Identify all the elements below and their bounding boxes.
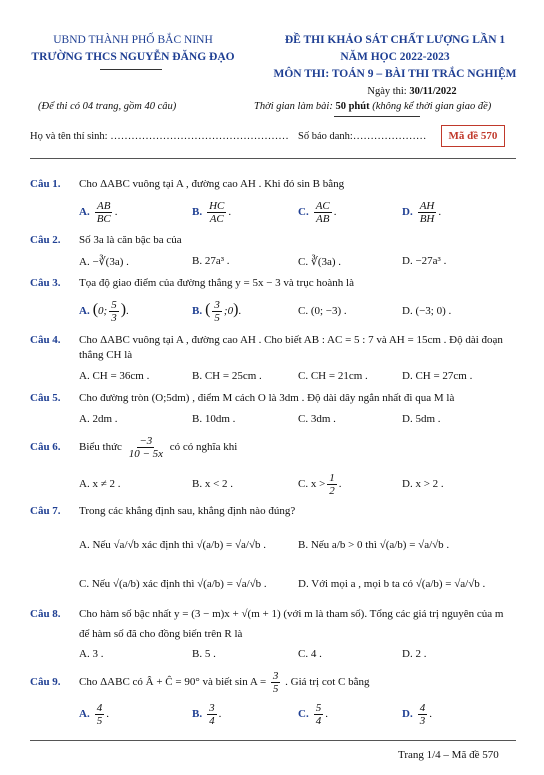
question-8-option-d: D. 2 . [402, 648, 427, 660]
duration-value: 50 phút [335, 101, 370, 112]
option-letter: B. [192, 206, 203, 219]
question-6-option-d: D. x > 2 . [402, 478, 444, 490]
frac-den: 4 [209, 715, 215, 727]
question-7-option-a: A. Nếu √a/√b xác định thì √(a/b) = √a/√b . [79, 539, 266, 551]
question-5-option-c: C. 3dm . [298, 413, 336, 425]
question-7-option-b: B. Nếu a/b > 0 thì √(a/b) = √a/√b . [298, 539, 450, 551]
question-3-option-c: C. (0; −3) . [298, 305, 347, 317]
frac-num: 4 [419, 702, 426, 714]
frac-num: HC [209, 200, 225, 212]
question-8-option-b: B. 5 . [192, 648, 216, 660]
question-7-text: Trong các khẳng định sau, khẳng định nào đúng? [79, 505, 296, 517]
question-6-text-after: có có nghĩa khi [169, 441, 238, 454]
question-4-option-d: D. CH = 27cm . [402, 370, 473, 382]
question-8-option-c: C. 4 . [298, 648, 322, 660]
question-6-text-before: Biểu thức [79, 441, 122, 454]
option-letter: A. [79, 206, 90, 219]
frac-num: 3 [209, 702, 215, 714]
question-3-option-d: D. (−3; 0) . [402, 305, 452, 317]
option-letter: D. [402, 206, 413, 219]
student-id-field: Số báo danh:………………… [298, 131, 427, 142]
question-9-option-c: C. $\frac{5}{4}$ . [298, 702, 328, 727]
question-2-label: Câu 2. [30, 234, 61, 246]
question-9-text-after: . Giá trị cot C bằng [285, 676, 370, 689]
question-3-text: Tọa độ giao điểm của đường thẳng y = 5x − 3 và trục hoành là [79, 277, 354, 289]
frac-num: 5 [315, 702, 322, 714]
question-3-option-b: B. ( $\frac{3}{5}$ ;0). [192, 299, 242, 324]
question-4-text-cont: thẳng CH là [79, 349, 133, 361]
subject-title: MÔN THI: TOÁN 9 – BÀI THI TRẮC NGHIỆM [273, 68, 517, 80]
option-letter: B. [192, 708, 203, 721]
footer-rule [30, 740, 516, 741]
question-2-text: Số 3a là căn bậc ba của [79, 234, 182, 246]
question-1-text: Cho ΔABC vuông tại A , đường cao AH . Khi đó sin B bằng [79, 178, 345, 190]
frac-num: −3 [139, 435, 153, 447]
question-6-option-b: B. x < 2 . [192, 478, 234, 490]
question-8-label: Câu 8. [30, 608, 61, 620]
page-count-note: (Để thi có 04 trang, gồm 40 câu) [38, 101, 177, 112]
frac-den: 5 [96, 715, 103, 727]
frac-den: 5 [272, 683, 279, 695]
option-letter: B. [192, 305, 203, 318]
question-6-option-a: A. x ≠ 2 . [79, 478, 121, 490]
question-5-option-b: B. 10dm . [192, 413, 236, 425]
question-9-label: Câu 9. [30, 676, 61, 688]
frac-num: 4 [96, 702, 103, 714]
exam-title: ĐỀ THI KHẢO SÁT CHẤT LƯỢNG LẦN 1 [284, 34, 506, 46]
student-name-field: Họ và tên thí sinh: …………………………………………… [30, 131, 289, 142]
question-5-option-d: D. 5dm . [402, 413, 441, 425]
frac-num: AB [97, 200, 111, 212]
question-9-text [79, 670, 369, 695]
question-1-option-c: C. $\frac{AC}{AB}$ . [298, 200, 337, 225]
question-6-label: Câu 6. [30, 441, 61, 453]
question-1-option-d: D. $\frac{AH}{BH}$ . [402, 200, 442, 225]
frac-den: AC [209, 213, 224, 225]
exam-code-box [441, 125, 505, 147]
question-3-option-a: A. (0; $\frac{5}{3}$ ). [79, 299, 129, 324]
question-3-label: Câu 3. [30, 277, 61, 289]
question-8-text: Cho hàm số bậc nhất y = (3 − m)x + √(m + 1) (với m là tham số). Tổng các giá trị nguyên của m [79, 608, 504, 620]
frac-den: BH [419, 213, 435, 225]
question-4-option-b: B. CH = 25cm . [192, 370, 262, 382]
header-divider-right [334, 116, 420, 117]
frac-den: 3 [419, 715, 426, 727]
option-letter: C. [298, 206, 309, 219]
option-letter: D. [402, 708, 413, 721]
question-1-label: Câu 1. [30, 178, 61, 190]
duration-note: (không kể thời gian giao đề) [369, 101, 492, 112]
question-9-option-b: B. $\frac{3}{4}$ . [192, 702, 222, 727]
question-5-text: Cho đường tròn (O;5dm) , điểm M cách O là 3dm . Độ dài dây ngắn nhất đi qua M là [79, 392, 455, 404]
header-department: UBND THÀNH PHỐ BẮC NINH [53, 34, 213, 46]
question-5-label: Câu 5. [30, 392, 61, 404]
question-7-label: Câu 7. [30, 505, 61, 517]
question-2-option-d: D. −27a³ . [402, 255, 447, 267]
question-2-option-c: C. ∛(3a) . [298, 256, 342, 268]
frac-den: AB [316, 213, 330, 225]
question-4-option-a: A. CH = 36cm . [79, 370, 150, 382]
frac-num: AH [419, 200, 435, 212]
question-6-text [79, 435, 237, 460]
question-1-option-b: B. $\frac{HC}{AC}$ . [192, 200, 232, 225]
page-footer: Trang 1/4 – Mã đề 570 [398, 749, 499, 761]
frac-num: AC [315, 200, 330, 212]
frac-den: 4 [315, 715, 322, 727]
header-rule [30, 158, 516, 159]
question-6-option-c: C. x > $\frac{1}{2}$ . [298, 472, 342, 497]
question-4-text: Cho ΔABC vuông tại A , đường cao AH . Cho biết AB : AC = 5 : 7 và AH = 15cm . Độ dài đoạn [79, 334, 503, 346]
question-2-option-b: B. 27a³ . [192, 255, 230, 267]
exam-date-value: 30/11/2022 [409, 86, 457, 97]
frac-den: 10 − 5x [128, 448, 163, 460]
question-8-option-a: A. 3 . [79, 648, 104, 660]
duration-label: Thời gian làm bài: [254, 101, 336, 112]
question-9-option-a: A. $\frac{4}{5}$ . [79, 702, 109, 727]
option-text: C. x > [298, 478, 326, 491]
question-4-option-c: C. CH = 21cm . [298, 370, 368, 382]
exam-code: Mã đề 570 [448, 130, 498, 142]
exam-date [312, 86, 512, 97]
header-divider-left [100, 69, 162, 70]
question-7-option-d: D. Với mọi a , mọi b ta có √(a/b) = √a/√b . [298, 578, 486, 590]
question-5-option-a: A. 2dm . [79, 413, 118, 425]
question-9-text-before: Cho ΔABC có Â + Ĉ = 90° và biết sin A = [79, 676, 267, 689]
frac-num: 3 [272, 670, 279, 682]
school-year: NĂM HỌC 2022-2023 [340, 51, 450, 63]
option-letter: A. [79, 305, 90, 318]
question-7-option-c: C. Nếu √(a/b) xác định thì √(a/b) = √a/√b . [79, 578, 267, 590]
header-school: TRƯỜNG THCS NGUYỄN ĐĂNG ĐẠO [31, 51, 235, 63]
question-2-option-a: A. −∛(3a) . [79, 256, 129, 268]
question-1-option-a: A. $\frac{AB}{BC}$ . [79, 200, 118, 225]
question-9-option-d: D. $\frac{4}{3}$ . [402, 702, 432, 727]
question-8-text-cont: để hàm số đã cho đồng biến trên R là [79, 628, 243, 640]
question-4-label: Câu 4. [30, 334, 61, 346]
option-letter: A. [79, 708, 90, 721]
exam-duration [254, 101, 491, 112]
option-letter: C. [298, 708, 309, 721]
frac-den: BC [96, 213, 111, 225]
exam-date-label: Ngày thi: [367, 86, 410, 97]
